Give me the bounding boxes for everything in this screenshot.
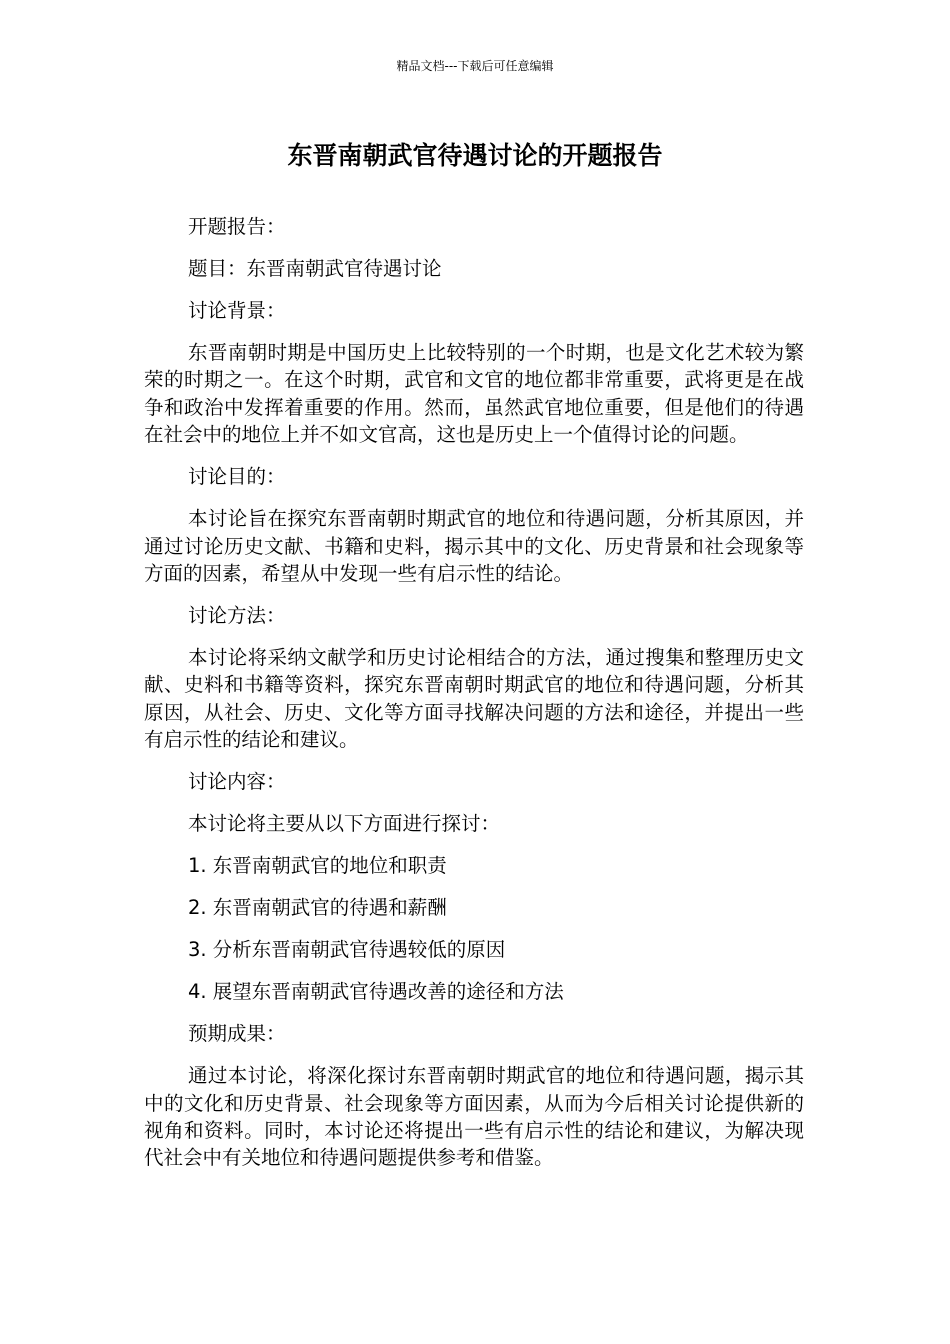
heading-content: 讨论内容： bbox=[188, 770, 286, 794]
content-item-4: 4. 展望东晋南朝武官待遇改善的途径和方法 bbox=[188, 980, 564, 1004]
outcome-paragraph: 通过本讨论，将深化探讨东晋南朝时期武官的地位和待遇问题，揭示其中的文化和历史背景、社会现象等方面因素，从而为今后相关讨论提供新的视角和资料。同时，本讨论还将提出一些有启示性的结论和建议，为解决现代社会中有关地位和待遇问题提供参考和借鉴。 bbox=[144, 1064, 804, 1170]
heading-outcome: 预期成果： bbox=[188, 1022, 286, 1046]
topic-line: 题目：东晋南朝武官待遇讨论 bbox=[188, 257, 442, 280]
document-body bbox=[144, 213, 804, 1186]
document-title: 东晋南朝武官待遇讨论的开题报告 bbox=[287, 141, 663, 170]
heading-report: 开题报告： bbox=[188, 215, 286, 238]
content-item-2: 2. 东晋南朝武官的待遇和薪酬 bbox=[188, 896, 447, 920]
method-paragraph: 本讨论将采纳文献学和历史讨论相结合的方法，通过搜集和整理历史文献、史料和书籍等资料，探究东晋南朝时期武官的地位和待遇问题，分析其原因，从社会、历史、文化等方面寻找解决问题的方法和途径，并提出一些有启示性的结论和建议。 bbox=[144, 646, 804, 752]
page-header-note: 精品文档---下载后可任意编辑 bbox=[396, 59, 554, 73]
content-item-1: 1. 东晋南朝武官的地位和职责 bbox=[188, 854, 447, 878]
content-intro: 本讨论将主要从以下方面进行探讨： bbox=[188, 812, 501, 836]
purpose-paragraph: 本讨论旨在探究东晋南朝时期武官的地位和待遇问题，分析其原因，并通过讨论历史文献、书籍和史料，揭示其中的文化、历史背景和社会现象等方面的因素，希望从中发现一些有启示性的结论。 bbox=[144, 507, 804, 586]
content-item-3: 3. 分析东晋南朝武官待遇较低的原因 bbox=[188, 938, 506, 962]
heading-purpose: 讨论目的： bbox=[188, 465, 286, 489]
heading-method: 讨论方法： bbox=[188, 604, 286, 628]
background-paragraph: 东晋南朝时期是中国历史上比较特别的一个时期，也是文化艺术较为繁荣的时期之一。在这个时期，武官和文官的地位都非常重要，武将更是在战争和政治中发挥着重要的作用。然而，虽然武官地位重要，但是他们的待遇在社会中的地位上并不如文官高，这也是历史上一个值得讨论的问题。 bbox=[144, 341, 804, 447]
heading-background: 讨论背景： bbox=[188, 299, 286, 322]
